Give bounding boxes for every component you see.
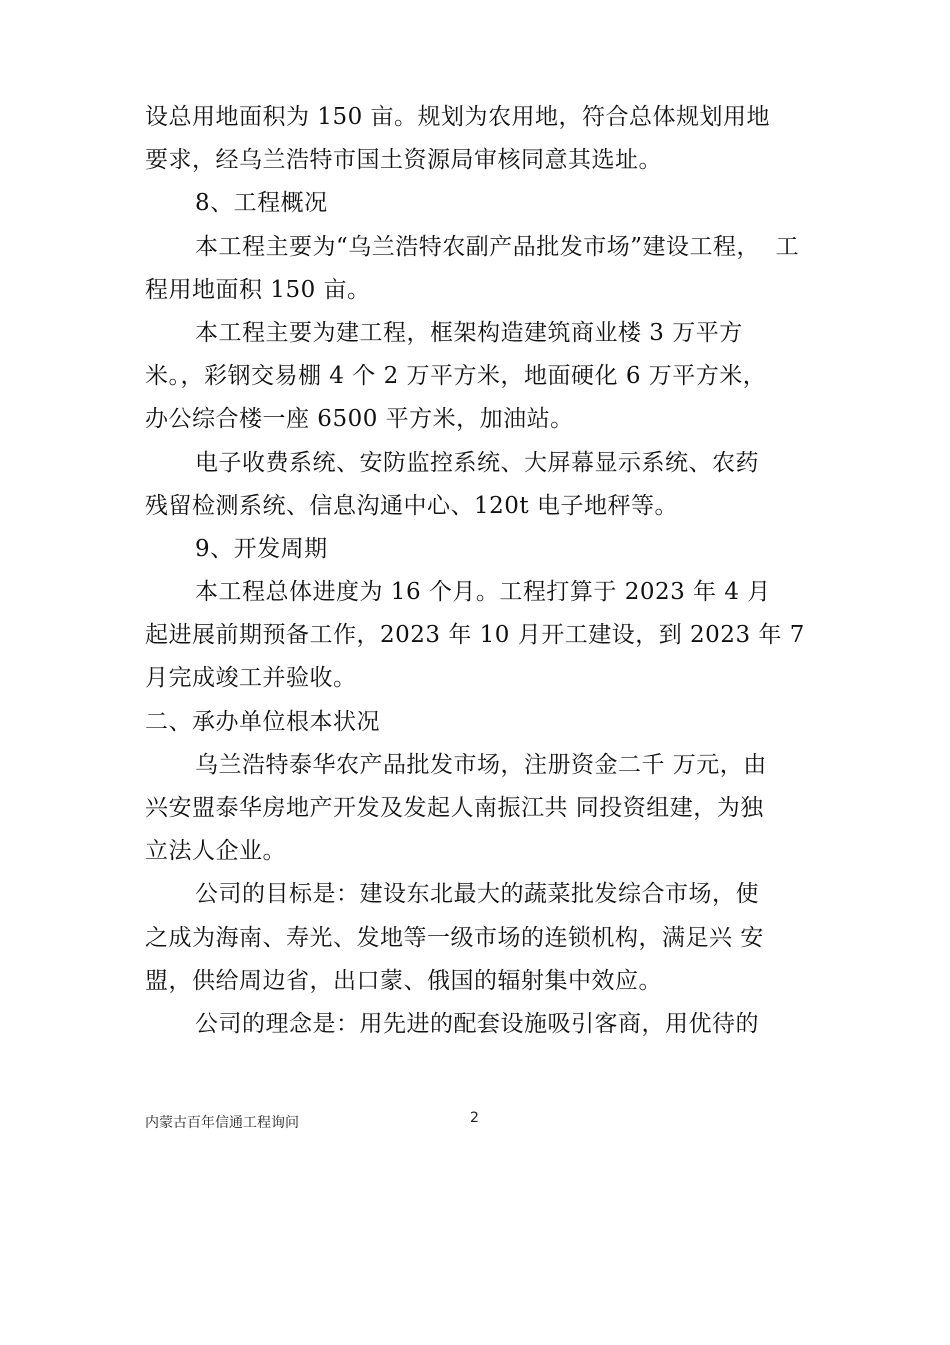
body-line: 起进展前期预备工作，2023 年 10 月开工建设，到 2023 年 7 <box>145 622 805 649</box>
body-line: 公司的目标是：建设东北最大的蔬菜批发综合市场，使 <box>195 881 759 908</box>
body-line: 兴安盟泰华房地产开发及发起人南振江共 同投资组建，为独 <box>145 795 764 821</box>
body-line: 月完成竣工并验收。 <box>145 665 357 692</box>
body-line: 盟，供给周边省，出口蒙、俄国的辐射集中效应。 <box>145 967 662 994</box>
body-line: 之成为海南、寿光、发地等一级市场的连锁机构，满足兴 安 <box>145 924 764 951</box>
section-heading: 9、开发周期 <box>195 535 328 562</box>
page-number: 2 <box>470 1110 479 1126</box>
body-line: 本工程主要为“乌兰浩特农副产品批发市场”建设工程， 工 <box>195 233 800 260</box>
body-line: 办公综合楼一座 6500 平方米，加油站。 <box>145 406 574 433</box>
body-line: 本工程主要为建工程，框架构造建筑商业楼 3 万平方 <box>195 319 743 346</box>
body-line: 立法人企业。 <box>145 838 286 865</box>
body-line: 公司的理念是：用先进的配套设施吸引客商，用优待的 <box>195 1010 759 1037</box>
body-line: 电子收费系统、安防监控系统、大屏幕显示系统、农药 <box>195 449 759 476</box>
chapter-heading: 二、承办单位根本状况 <box>145 708 380 735</box>
section-heading: 8、工程概况 <box>195 190 328 217</box>
body-line: 米。，彩钢交易棚 4 个 2 万平方米，地面硬化 6 万平方米， <box>145 363 767 390</box>
body-line: 要求，经乌兰浩特市国土资源局审核同意其选址。 <box>145 147 662 174</box>
footer-company-name: 内蒙古百年信通工程询问 <box>145 1115 299 1131</box>
body-text <box>145 96 825 1046</box>
body-line: 乌兰浩特泰华农产品批发市场，注册资金二千 万元，由 <box>195 751 767 778</box>
body-line: 残留检测系统、信息沟通中心、120t 电子地秤等。 <box>145 492 678 519</box>
body-line: 本工程总体进度为 16 个月。工程打算于 2023 年 4 月 <box>195 579 771 606</box>
body-line: 程用地面积 150 亩。 <box>145 276 371 303</box>
body-line: 设总用地面积为 150 亩。规划为农用地，符合总体规划用地 <box>145 104 771 130</box>
